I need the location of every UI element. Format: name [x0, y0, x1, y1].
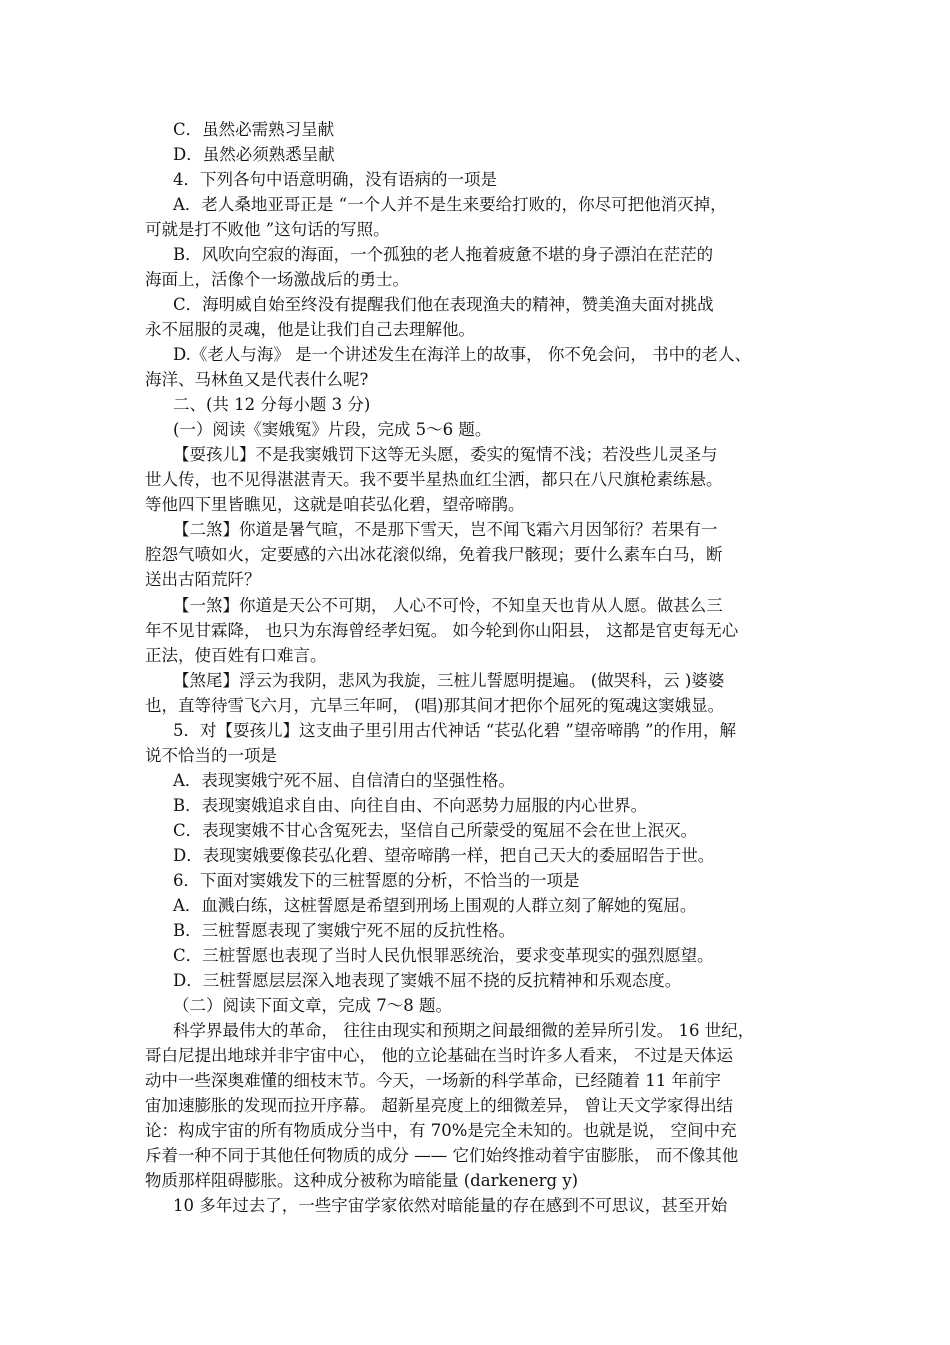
text-line: C．虽然必需熟习呈献	[173, 120, 335, 139]
text-line: C．表现窦娥不甘心含冤死去，坚信自己所蒙受的冤屈不会在世上泯灭。	[173, 821, 698, 840]
text-line: 斥着一种不同于其他任何物质的成分 —— 它们始终推动着宇宙膨胀， 而不像其他	[145, 1146, 739, 1165]
text-line: 动中一些深奥难懂的细枝末节。今天，一场新的科学革命，已经随着 11 年前宇	[145, 1071, 721, 1090]
text-line: 【二煞】你道是暑气暄，不是那下雪天，岂不闻飞霜六月因邹衍？若果有一	[173, 520, 718, 539]
text-line: 宙加速膨胀的发现而拉开序幕。 超新星亮度上的细微差异， 曾让天文学家得出结	[145, 1096, 733, 1115]
text-line: 腔怨气喷如火，定要感的六出冰花滚似绵，免着我尸骸现；要什么素车白马，断	[145, 545, 723, 564]
text-line: B．表现窦娥追求自由、向往自由、不向恶势力屈服的内心世界。	[173, 796, 648, 815]
text-line: 4．下列各句中语意明确，没有语病的一项是	[173, 170, 497, 189]
text-line: 年不见甘霖降， 也只为东海曾经孝妇冤。 如今轮到你山阳县， 这都是官吏每无心	[145, 621, 739, 640]
text-line: 【耍孩儿】不是我窦娥罚下这等无头愿，委实的冤情不浅；若没些儿灵圣与	[173, 445, 718, 464]
text-line: D．表现窦娥要像苌弘化碧、望帝啼鹃一样，把自己天大的委屈昭告于世。	[173, 846, 715, 865]
text-line: D．虽然必须熟悉呈献	[173, 145, 335, 164]
text-line: (一）阅读《窦娥冤》片段，完成 5～6 题。	[173, 420, 492, 439]
text-line: 世人传，也不见得湛湛青天。我不要半星热血红尘洒，都只在八尺旗枪素练悬。	[145, 470, 723, 489]
text-line: 6．下面对窦娥发下的三桩誓愿的分析，不恰当的一项是	[173, 871, 580, 890]
text-line: B．风吹向空寂的海面，一个孤独的老人拖着疲惫不堪的身子漂泊在茫茫的	[173, 245, 714, 264]
text-line: 【煞尾】浮云为我阴，悲风为我旋，三桩儿誓愿明提遍。 (做哭科，云 )婆婆	[173, 671, 725, 690]
text-line: D.《老人与海》 是一个讲述发生在海洋上的故事， 你不免会问， 书中的老人、	[173, 345, 752, 364]
section-heading: 二、(共 12 分每小题 3 分)	[173, 395, 371, 414]
text-line: 海洋、马林鱼又是代表什么呢?	[145, 370, 369, 389]
text-line: D．三桩誓愿层层深入地表现了窦娥不屈不挠的反抗精神和乐观态度。	[173, 971, 682, 990]
text-line: 海面上，活像个一场激战后的勇士。	[145, 270, 409, 289]
text-line: A．表现窦娥宁死不屈、自信清白的坚强性格。	[173, 771, 515, 790]
text-line: 可就是打不败他 ”这句话的写照。	[145, 220, 390, 239]
text-line: B．三桩誓愿表现了窦娥宁死不屈的反抗性格。	[173, 921, 516, 940]
text-line: 正法，使百姓有口难言。	[145, 646, 327, 665]
text-line: C．海明威自始至终没有提醒我们他在表现渔夫的精神，赞美渔夫面对挑战	[173, 295, 714, 314]
text-line: 等他四下里皆瞧见，这就是咱苌弘化碧，望帝啼鹃。	[145, 495, 525, 514]
text-line: 10 多年过去了，一些宇宙学家依然对暗能量的存在感到不可思议，甚至开始	[173, 1196, 728, 1215]
text-line: 也，直等待雪飞六月，亢旱三年呵， (唱)那其间才把你个屈死的冤魂这窦娥显。	[145, 696, 725, 715]
text-line: C．三桩誓愿也表现了当时人民仇恨罪恶统治，要求变革现实的强烈愿望。	[173, 946, 714, 965]
text-line: 哥白尼提出地球并非宇宙中心， 他的立论基础在当时许多人看来， 不过是天体运	[145, 1046, 733, 1065]
text-line: （二）阅读下面文章，完成 7～8 题。	[173, 996, 452, 1015]
text-line: 说不恰当的一项是	[145, 746, 277, 765]
text-line: 【一煞】你道是天公不可期， 人心不可怜，不知皇天也肯从人愿。做甚么三	[173, 596, 723, 615]
text-line: 5．对【耍孩儿】这支曲子里引用古代神话 “苌弘化碧 ”望帝啼鹃 ”的作用，解	[173, 721, 737, 740]
text-line: A．血溅白练，这桩誓愿是希望到刑场上围观的人群立刻了解她的冤屈。	[173, 896, 697, 915]
text-line: 永不屈服的灵魂，他是让我们自己去理解他。	[145, 320, 475, 339]
text-line: A．老人桑地亚哥正是 “一个人并不是生来要给打败的，你尽可把他消灭掉，	[173, 195, 727, 214]
text-line: 送出古陌荒阡？	[145, 570, 261, 589]
text-line: 论：构成宇宙的所有物质成分当中，有 70%是完全未知的。也就是说， 空间中充	[145, 1121, 737, 1140]
text-line: 科学界最伟大的革命， 往往由现实和预期之间最细微的差异所引发。 16 世纪，	[173, 1021, 755, 1040]
text-line: 物质那样阻碍膨胀。这种成分被称为暗能量 (darkenerg y)	[145, 1171, 579, 1190]
